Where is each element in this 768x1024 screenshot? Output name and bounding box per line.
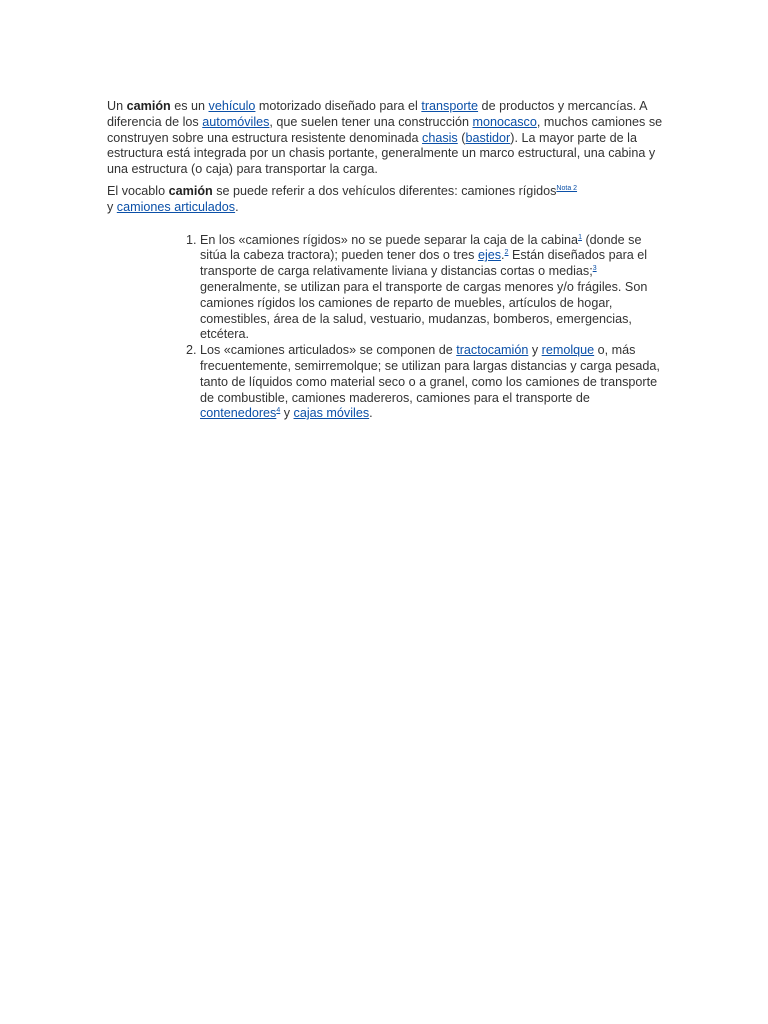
paragraph-vocablo xyxy=(107,184,663,216)
text: Están diseñados para el transporte de carga relativamente liviana y distancias cortas o medias; xyxy=(200,248,648,279)
link-monocasco[interactable]: monocasco xyxy=(472,114,537,129)
text: . xyxy=(501,248,505,263)
link-bastidor[interactable]: bastidor xyxy=(465,130,511,145)
text: El vocablo xyxy=(107,183,169,198)
paragraph-intro xyxy=(107,99,663,178)
text: y xyxy=(528,343,542,358)
numbered-list xyxy=(107,233,663,423)
text: y xyxy=(107,199,117,214)
reference-link-1[interactable]: 1 xyxy=(578,233,582,241)
text: Un xyxy=(107,99,127,113)
link-cajas-moviles[interactable]: cajas móviles xyxy=(293,406,370,421)
text: generalmente, se utilizan para el transporte de cargas menores y/o frágiles. Son camiones rígidos los camiones de reparto de muebles, artículos de hogar, comestibles, área de la salud, vestuario, mudanzas, bomberos, emergencias, etcétera. xyxy=(200,279,648,342)
link-contenedores[interactable]: contenedores xyxy=(200,406,277,421)
text: Los «camiones articulados» se componen de xyxy=(200,343,457,358)
link-chasis[interactable]: chasis xyxy=(422,130,458,145)
text: es un xyxy=(170,99,209,113)
bold-term: camión xyxy=(126,99,171,113)
link-vehiculo[interactable]: vehículo xyxy=(208,99,256,113)
text: motorizado diseñado para el xyxy=(255,99,422,113)
reference-link-2[interactable]: 2 xyxy=(504,249,509,257)
text: , que suelen tener una construcción xyxy=(269,114,473,129)
link-remolque[interactable]: remolque xyxy=(541,343,595,358)
article-body xyxy=(107,99,663,422)
link-camiones-articulados[interactable]: camiones articulados xyxy=(116,199,236,214)
text: . xyxy=(369,406,373,421)
text: ( xyxy=(457,130,466,145)
footnote-link-nota-2[interactable]: Nota 2 xyxy=(556,184,578,192)
text: . xyxy=(235,199,239,214)
reference-link-4[interactable]: 4 xyxy=(276,407,281,415)
text: En los «camiones rígidos» no se puede separar la caja de la cabina xyxy=(200,232,579,247)
text: se puede referir a dos vehículos diferentes: camiones rígidos xyxy=(212,183,557,198)
reference-link-3[interactable]: 3 xyxy=(592,265,597,273)
list-item-camiones-articulados xyxy=(200,343,663,422)
text: o, más frecuentemente, semirremolque; se utilizan para largas distancias y carga pesada, tanto de líquidos como material seco o a granel, como los camiones de transporte de combustible, camiones madereros, camiones para el transporte de xyxy=(200,343,660,405)
text: de productos y mercancías. A diferencia de los xyxy=(107,99,647,129)
list-item-camiones-rigidos xyxy=(200,233,663,344)
text: y xyxy=(280,406,294,421)
text: ). La mayor parte de la estructura está integrada por un chasis portante, generalmente un marco estructural, una cabina y una estructura (o caja) para transportar la carga. xyxy=(107,130,656,177)
link-transporte[interactable]: transporte xyxy=(421,99,479,113)
bold-term: camión xyxy=(168,183,213,198)
link-ejes[interactable]: ejes xyxy=(477,248,502,263)
text: (donde se sitúa la cabeza tractora); pueden tener dos o tres xyxy=(200,232,642,263)
text: , muchos camiones se construyen sobre una estructura resistente denominada xyxy=(107,114,663,145)
link-automoviles[interactable]: automóviles xyxy=(202,114,270,129)
link-tractocamion[interactable]: tractocamión xyxy=(456,343,529,358)
